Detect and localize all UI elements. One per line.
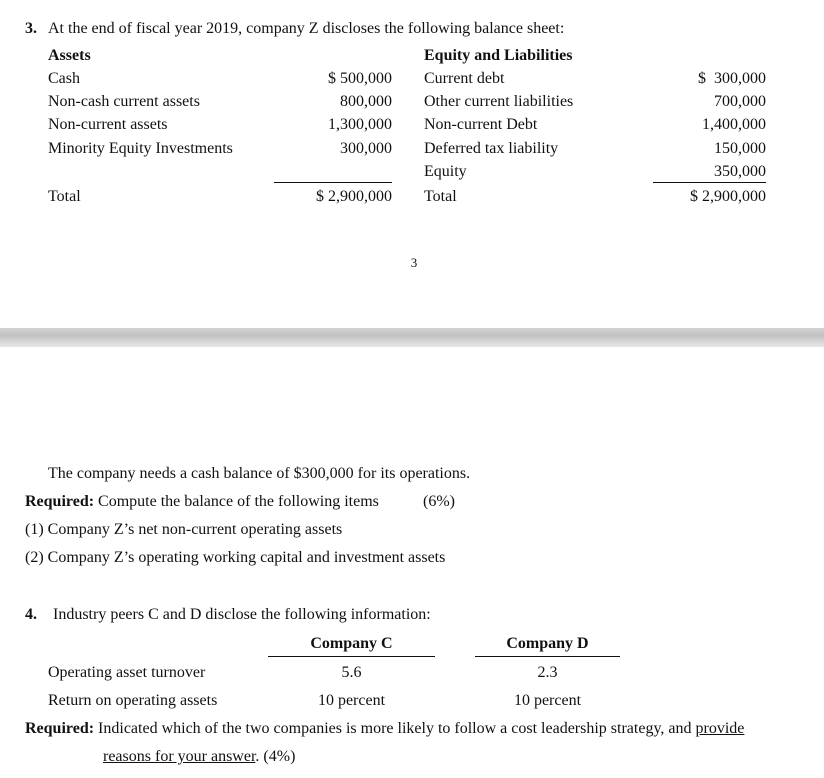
asset-label-noncurrent: Non-current assets — [48, 116, 168, 133]
q4-number: 4. — [25, 606, 37, 623]
q4-col-c-rule — [268, 656, 435, 657]
q4-required-label: Required: — [25, 720, 95, 737]
q4-required-end: . (4%) — [255, 748, 296, 765]
q4-col-d-rule — [475, 656, 620, 657]
q4-row-c-roa: 10 percent — [317, 692, 386, 709]
q3-item-1: (1) Company Z’s net non-current operating assets — [25, 521, 343, 538]
q4-required-underlined-2: reasons for your answer — [103, 748, 256, 765]
asset-value-noncash: 800,000 — [340, 93, 392, 110]
equity-liabilities-heading: Equity and Liabilities — [424, 47, 573, 64]
liab-value-current-debt: $ 300,000 — [698, 70, 766, 87]
assets-total-value: $ 2,900,000 — [316, 188, 392, 205]
liab-value-noncurrent-debt: 1,400,000 — [702, 116, 766, 133]
liab-label-noncurrent-debt: Non-current Debt — [424, 116, 538, 133]
q3-item-2: (2) Company Z’s operating working capital and investment assets — [25, 549, 446, 566]
q3-required-text: Compute the balance of the following items — [94, 493, 379, 510]
q4-intro: Industry peers C and D disclose the following information: — [53, 606, 431, 623]
q3-required-line — [25, 492, 379, 512]
q4-col-company-d: Company D — [506, 635, 589, 652]
page-break — [0, 328, 824, 347]
liab-value-equity: 350,000 — [714, 163, 766, 180]
liab-label-equity: Equity — [424, 163, 467, 180]
liab-value-deferred-tax: 150,000 — [714, 140, 766, 157]
liab-label-deferred-tax: Deferred tax liability — [424, 140, 559, 157]
q4-required-line-2 — [103, 747, 295, 767]
liab-value-other-current: 700,000 — [714, 93, 766, 110]
q3-required-label: Required: — [25, 493, 95, 510]
eq-total-value: $ 2,900,000 — [690, 188, 766, 205]
q4-row-label-roa: Return on operating assets — [48, 692, 218, 709]
q4-required-underlined-1: provide — [695, 720, 745, 737]
assets-total-label: Total — [48, 188, 81, 205]
asset-label-cash: Cash — [48, 70, 80, 87]
asset-label-minority: Minority Equity Investments — [48, 140, 233, 157]
eq-total-label: Total — [424, 188, 457, 205]
asset-value-noncurrent: 1,300,000 — [328, 116, 392, 133]
q3-required-points: (6%) — [423, 493, 455, 510]
q4-required-line — [25, 719, 744, 739]
q4-row-label-turnover: Operating asset turnover — [48, 664, 206, 681]
assets-total-rule — [274, 182, 392, 183]
eq-total-rule — [653, 182, 766, 183]
asset-value-cash: $ 500,000 — [328, 70, 392, 87]
page-number: 3 — [410, 255, 418, 270]
q4-row-d-turnover: 2.3 — [537, 664, 558, 681]
assets-heading: Assets — [48, 47, 91, 64]
q4-row-c-turnover: 5.6 — [341, 664, 362, 681]
q4-row-d-roa: 10 percent — [513, 692, 582, 709]
liab-label-current-debt: Current debt — [424, 70, 505, 87]
q4-required-text: Indicated which of the two companies is more likely to follow a cost leadership strategy, and — [94, 720, 696, 737]
q3-intro: At the end of fiscal year 2019, company Z discloses the following balance sheet: — [48, 20, 565, 37]
asset-label-noncash: Non-cash current assets — [48, 93, 200, 110]
liab-label-other-current: Other current liabilities — [424, 93, 574, 110]
q4-col-company-c: Company C — [310, 635, 393, 652]
q3-number: 3. — [25, 20, 37, 37]
asset-value-minority: 300,000 — [340, 140, 392, 157]
cash-note: The company needs a cash balance of $300,000 for its operations. — [48, 465, 471, 482]
